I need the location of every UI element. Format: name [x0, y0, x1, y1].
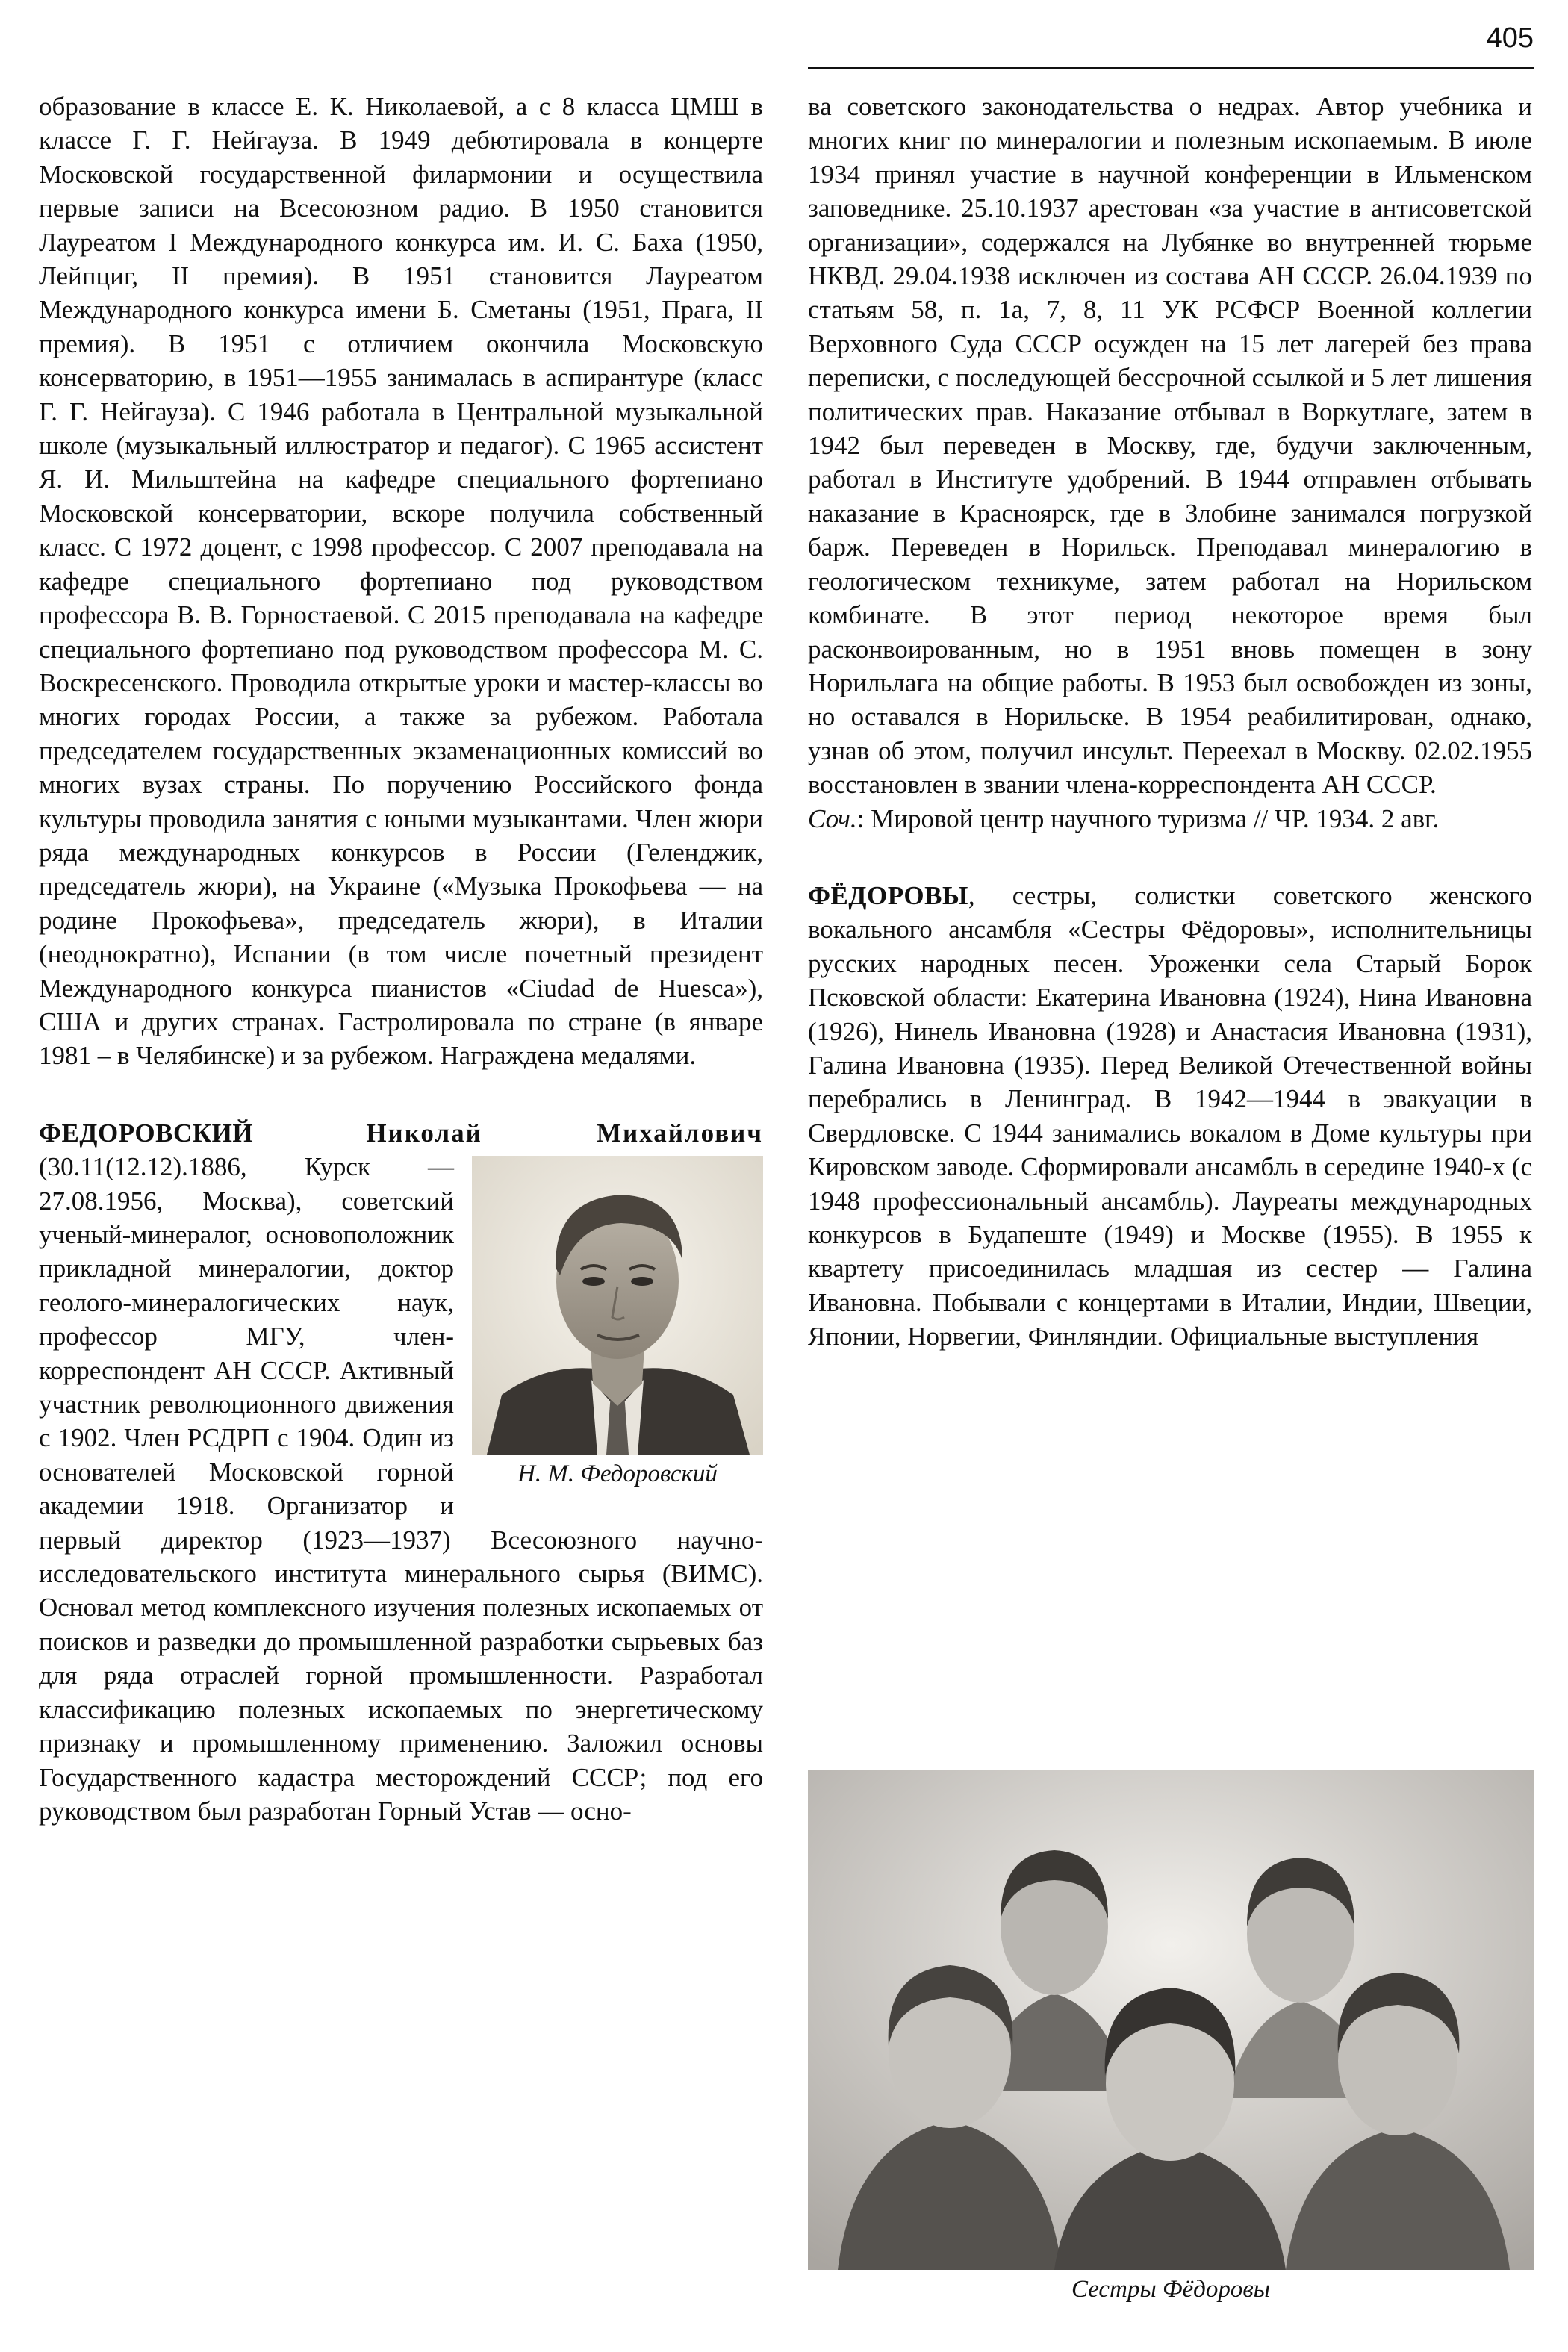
headword-surname: ФЕДОРОВСКИЙ [39, 1118, 254, 1148]
header-rule [808, 67, 1534, 69]
continuation-paragraph-right: ва советского законодательства о недрах. Автор учебника и многих книг по минералогии и полезным ископаемым. В июле 1934 принял участие в научной конференции в Ильменском заповеднике. 25.10.1937 арестован «за участие в антисоветской организации», содержался на Лубянке во внутренней тюрьме НКВД. 29.04.1938 исключен из состава АН СССР. 26.04.1939 по статьям 58, п. 1а, 7, 8, 11 УК РСФСР Военной коллегии Верховного Суда СССР осужден на 15 лет лагерей без права переписки, с последующей бессрочной ссылкой и 5 лет лишения политических прав. Наказание отбывал в Воркутлаге, затем в 1942 был переведен в Москву, где, будучи заключенным, работал в Институте удобрений. В 1944 отправлен отбывать наказание в Красноярск, где в Злобине занимался погрузкой барж. Переведен в Норильск. Преподавал минералогию в геологическом техникуме, затем работал на Норильском комбинате. В этот период некоторое время был расконвоированным, но в 1951 вновь помещен в зону Норильлага на общие работы. В 1953 был освобожден из зоны, но оставался в Норильске. В 1954 реабилитирован, однако, узнав об этом, получил инсульт. Переехал в Москву. 02.02.1955 восстановлен в звании члена-корреспондента АН СССР. [808, 92, 1532, 800]
left-column [39, 90, 763, 1828]
works-label: Соч. [808, 803, 857, 833]
headword-given-names: Николай Михайлович [366, 1118, 763, 1148]
works-line [808, 802, 1532, 836]
continuation-paragraph: образование в классе Е. К. Николаевой, а с 8 класса ЦМШ в классе Г. Г. Нейгауза. В 1949 дебютировала в концерте Московской государственной филармонии и осуществила первые записи на Всесоюзном радио. В 1950 становится Лауреатом I Международного конкурса им. И. С. Баха (1950, Лейпциг, II премия). В 1951 становится Лауреатом Международного конкурса имени Б. Сметаны (1951, Прага, II премия). В 1951 с отличием окончила Московскую консерваторию, в 1951—1955 занималась в аспирантуре (класс Г. Г. Нейгауза). С 1946 работала в Центральной музыкальной школе (музыкальный иллюстратор и педагог). С 1965 ассистент Я. И. Мильштейна на кафедре специального фортепиано Московской консерватории, вскоре получила собственный класс. С 1972 доцент, с 1998 профессор. С 2007 преподавала на кафедре специального фортепиано под руководством профессора В. В. Горностаевой. С 2015 преподавала на кафедре специального фортепиано под руководством профессора М. С. Воскресенского. Проводила открытые уроки и мастер-классы во многих городах России, а также за рубежом. Работала председателем государственных экзаменационных комиссий во многих вузах страны. По поручению Российского фонда культуры проводила занятия с юными музыкантами. Член жюри ряда международных конкурсов в России (Геленджик, председатель жюри), на Украине («Музыка Прокофьева — на родине Прокофьева», председатель жюри), в Италии (неоднократно), Испании (в том числе почетный президент Международного конкурса пианистов «Ciudad de Huesca»), США и других странах. Гастролировала по стране (в январе 1981 – в Челябинске) и за рубежом. Награждена медалями. [39, 92, 763, 1071]
portrait-photo [472, 1156, 763, 1455]
sisters-figure [808, 1770, 1534, 2304]
entry-fedorovy-text: , сестры, солистки советского женского вокального ансамбля «Сестры Фёдоровы», исполнительницы русских народных песен. Уроженки села Старый Борок Псковской области: Екатерина Ивановна (1924), Нина Ивановна (1926), Нинель Ивановна (1928) и Анастасия Ивановна (1931), Галина Ивановна (1935). Перед Великой Отечественной войны перебрались в Ленинград. В 1942—1944 в эвакуации в Свердловске. С 1944 занимались вокалом в Доме культуры при Кировском заводе. Сформировали ансамбль в середине 1940-х (с 1948 профессиональный ансамбль). Лауреаты международных конкурсов в Будапеште (1949) и Москве (1955). В 1955 к квартету присоединилась младшая из сестер — Галина Ивановна. Побывали с концертами в Италии, Индии, Швеции, Японии, Норвегии, Финляндии. Официальные выступления [808, 880, 1532, 1351]
page-number: 405 [1486, 22, 1534, 54]
entry-fedorovsky [39, 1116, 763, 1829]
portrait-caption: Н. М. Федоровский [517, 1460, 718, 1488]
entry-fedorovsky-text: (30.11(12.12).1886, Курск — 27.08.1956, Москва), советский ученый-минералог, основоположник прикладной минералогии, доктор геолого-минералогических наук, профессор МГУ, член-корреспондент АН СССР. Активный участник революционного движения с 1902. Член РСДРП с 1904. Один из основателей Московской горной академии 1918. Организатор и первый директор (1923—1937) Всесоюзного научно-исследовательского института минерального сырья (ВИМС). Основал метод комплексного изучения полезных ископаемых от поисков и разведки до промышленной разработки сырьевых баз для ряда отраслей горной промышленности. Разработал классификацию полезных ископаемых по энергетическому признаку и промышленному применению. Заложил основы Государственного кадастра месторождений СССР; под его руководством был разработан Горный Устав — осно- [39, 1152, 763, 1826]
headword-fedorovy: ФЁДОРОВЫ [808, 880, 968, 910]
right-column [808, 90, 1532, 1354]
works-text: : Мировой центр научного туризма // ЧР. 1934. 2 авг. [856, 803, 1440, 833]
sisters-caption: Сестры Фёдоровы [1071, 2276, 1271, 2303]
portrait-figure [472, 1156, 763, 1489]
entry-fedorovy [808, 879, 1532, 1354]
sisters-photo [808, 1770, 1534, 2270]
